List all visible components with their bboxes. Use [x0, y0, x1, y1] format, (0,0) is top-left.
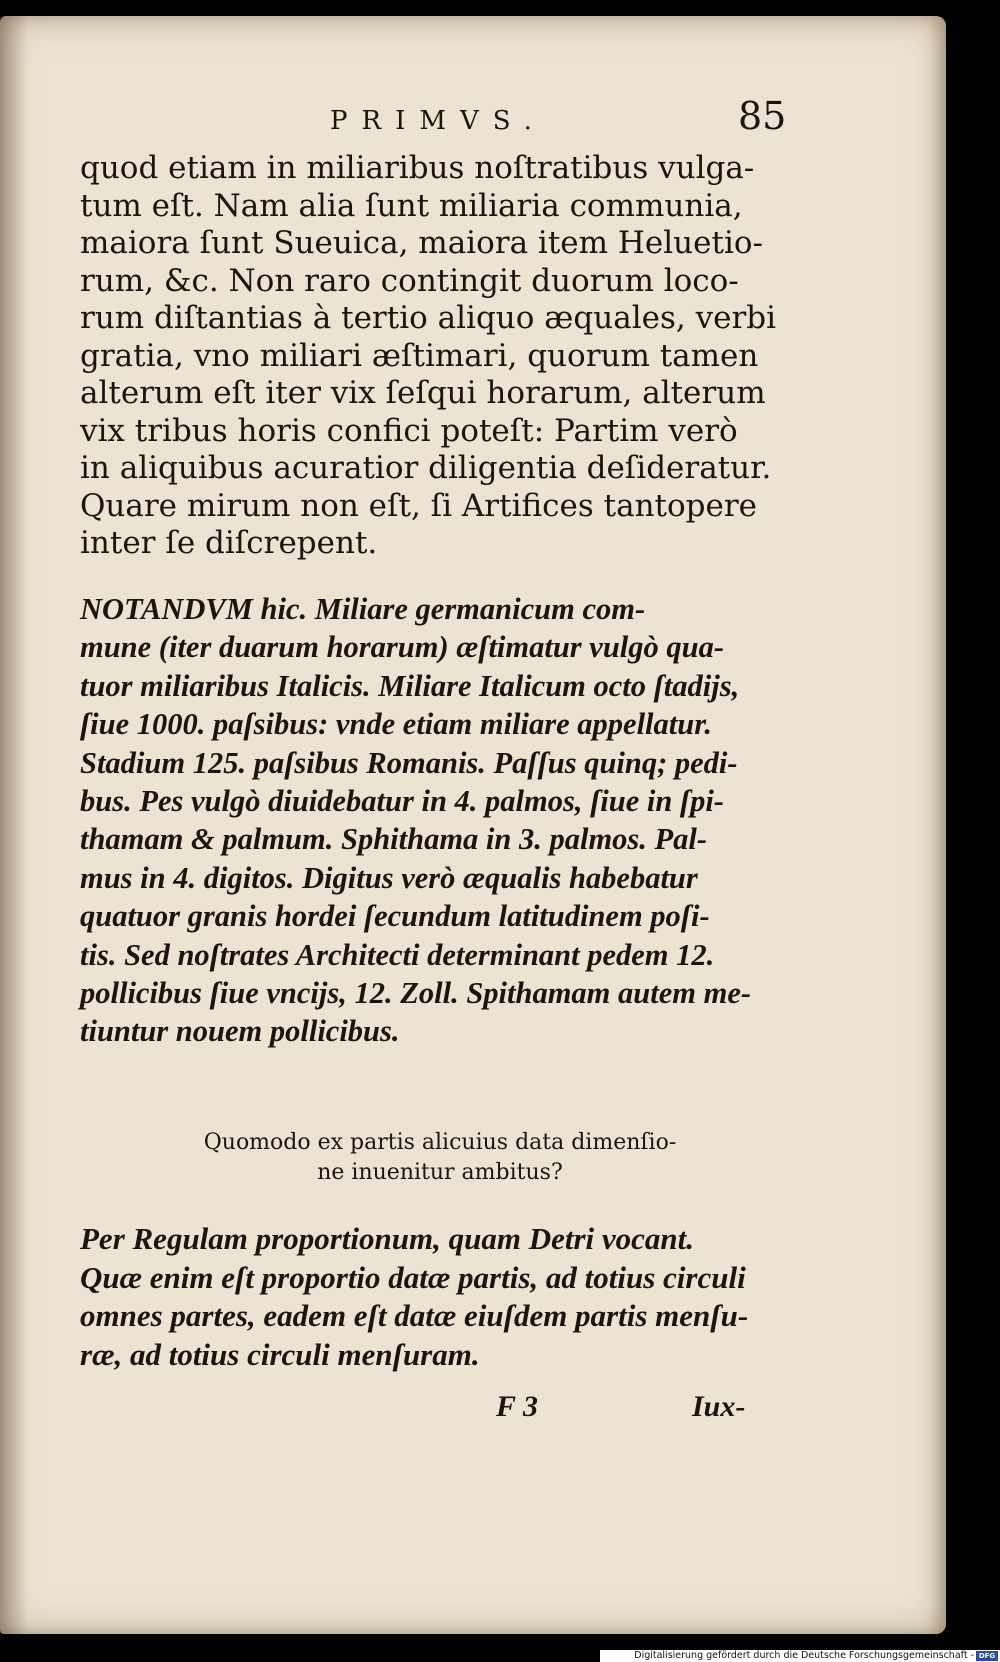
page-number: 85	[738, 94, 787, 138]
question-heading: Quomodo ex partis alicuius data dimenſio- ne inuenitur ambitus?	[203, 1130, 677, 1185]
answer-paragraph: Per Regulam proportionum, quam Detri vocant. Quæ enim eſt proportio datæ partis, ad totius circuli omnes partes, eadem eſt datæ eiuſdem partis menſu- ræ, ad totius circuli menſuram.	[80, 1221, 749, 1372]
running-head: PRIMVS.	[330, 106, 546, 136]
note-paragraph: NOTANDVM hic. Miliare germanicum com- mune (iter duarum horarum) æſtimatur vulgò qua- tuor miliaribus Italicis. Miliare Italicum octo ſtadijs, ſiue 1000. paſsibus: vnde etiam miliare appellatur. Stadium 125. paſsibus Romanis. Paſſus quinq; pedi- bus. Pes vulgò diuidebatur in 4. palmos, ſiue in ſpi- thamam & palmum. Sphithama in 3. palmos. Pal- mus in 4. digitos. Digitus verò æqualis habebatur quatuor granis hordei ſecundum latitudinem poſi- tis. Sed noſtrates Architecti determinant pedem 12. pollicibus ſiue vncijs, 12. Zoll. Spithamam autem me- tiuntur nouem pollicibus.	[80, 592, 752, 1049]
body-paragraph: quod etiam in miliaribus noſtratibus vulga- tum eſt. Nam alia ſunt miliaria communia, maiora ſunt Sueuica, maiora item Heluetio- rum, &c. Non raro contingit duorum loco- rum diſtantias à tertio aliquo æquales, verbi gratia, vno miliari æſtimari, quorum tamen alterum eſt iter vix ſeſqui horarum, alterum vix tribus horis confici poteſt: Partim verò in aliquibus acuratior diligentia deſideratur. Quare mirum non eſt, ſi Artifices tantopere inter ſe diſcrepent.	[80, 150, 777, 561]
footer-credit: Digitalisierung gefördert durch die Deutsche Forschungsgemeinschaft -	[634, 1650, 974, 1661]
dfg-logo-icon: DFG	[976, 1651, 998, 1661]
signature-mark: F 3	[496, 1390, 538, 1423]
gutter-shadow	[0, 16, 28, 1634]
catchword: Iux-	[692, 1390, 746, 1423]
